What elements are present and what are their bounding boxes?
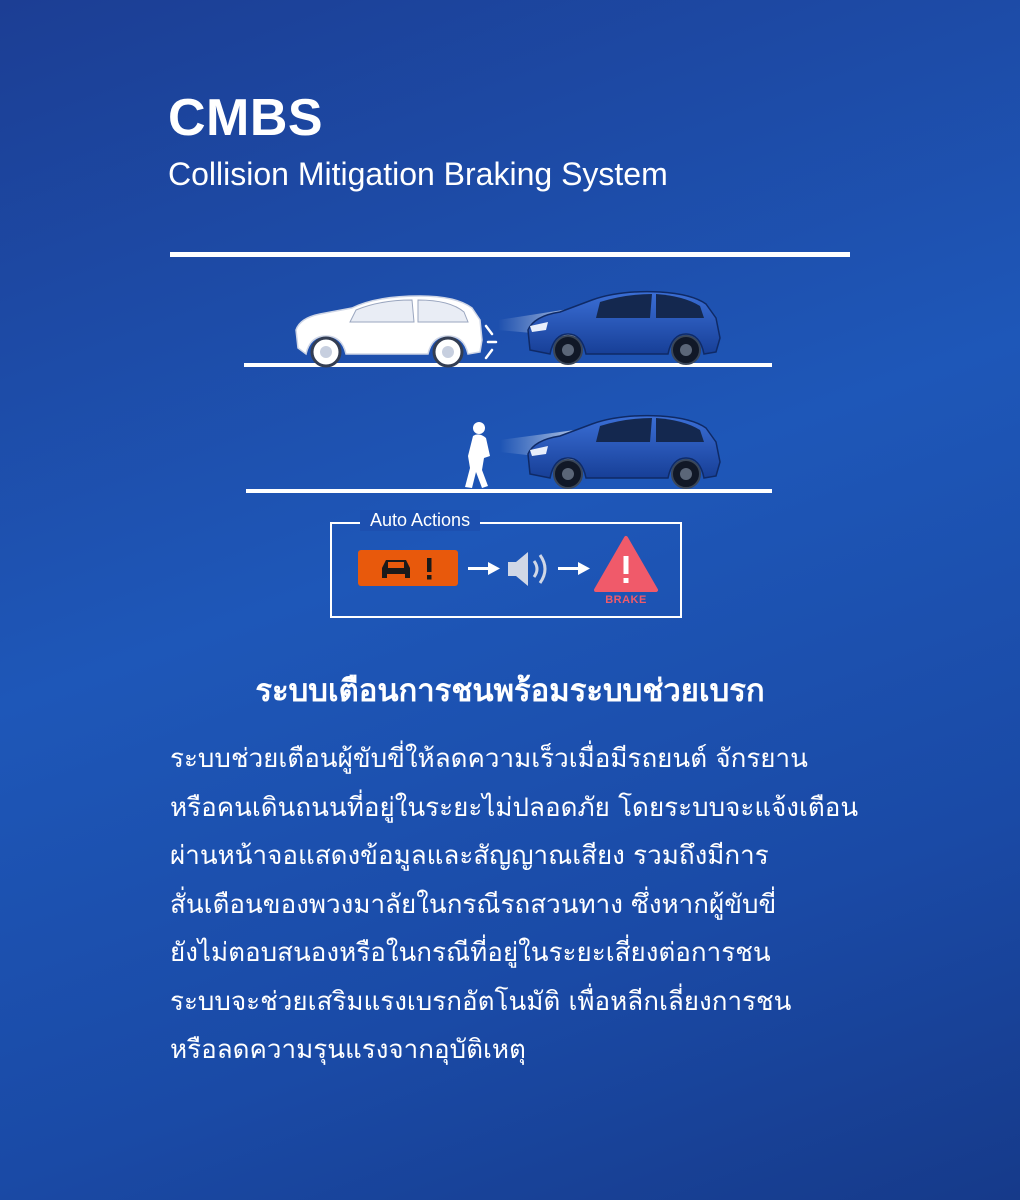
- description-paragraph: [170, 735, 870, 1075]
- description-line: ผ่านหน้าจอแสดงข้อมูลและสัญญาณเสียง รวมถึงมีการ: [170, 841, 769, 871]
- description-line: หรือลดความรุนแรงจากอุบัติเหตุ: [170, 1035, 526, 1065]
- description-line: สั่นเตือนของพวงมาลัยในกรณีรถสวนทาง ซึ่งหากผู้ขับขี่: [170, 889, 777, 920]
- description-line: ยังไม่ตอบสนองหรือในกรณีที่อยู่ในระยะเสี่ยงต่อการชน: [170, 938, 771, 968]
- auto-actions-label: Auto Actions: [360, 510, 480, 531]
- section-heading: ระบบเตือนการชนพร้อมระบบช่วยเบรก: [255, 673, 765, 709]
- description-line: ระบบจะช่วยเสริมแรงเบรกอัตโนมัติ เพื่อหลีกเลี่ยงการชน: [170, 986, 792, 1017]
- pedestrian-icon: [465, 422, 490, 488]
- page-title: CMBS: [168, 89, 324, 147]
- description-line: หรือคนเดินถนนที่อยู่ในระยะไม่ปลอดภัย โดยระบบจะแจ้งเตือน: [170, 792, 859, 823]
- car-outline-icon: [296, 296, 482, 366]
- road-line: [246, 489, 772, 493]
- impact-icon: [486, 326, 496, 358]
- blue-hatchback-icon: [528, 292, 720, 364]
- brake-label: BRAKE: [605, 594, 647, 606]
- page-subtitle: Collision Mitigation Braking System: [168, 156, 668, 192]
- description-line: ระบบช่วยเตือนผู้ขับขี่ให้ลดความเร็วเมื่อมีรถยนต์ จักรยาน: [170, 744, 808, 774]
- blue-hatchback-icon: [528, 416, 720, 488]
